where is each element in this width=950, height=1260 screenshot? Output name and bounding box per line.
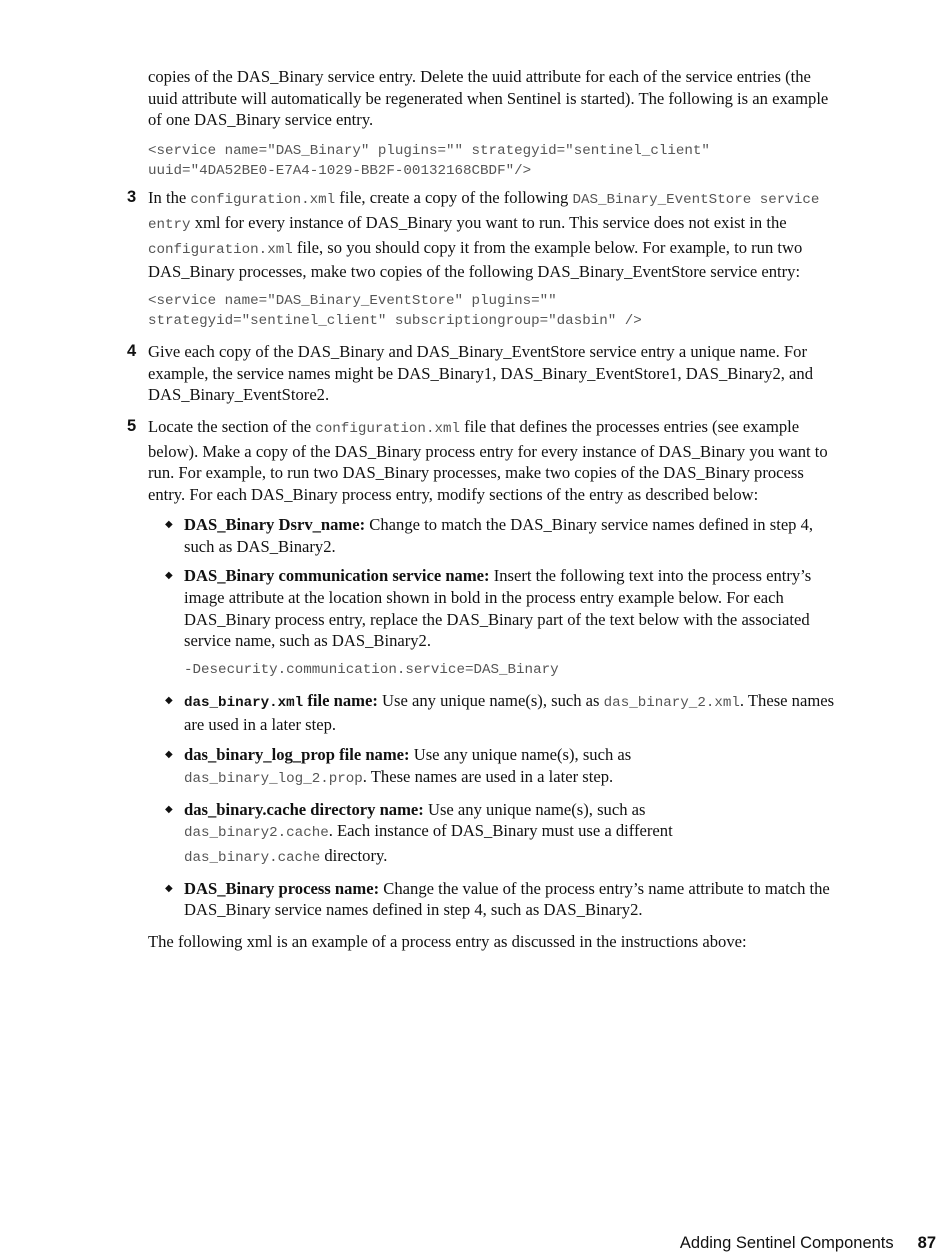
- code-line: strategyid="sentinel_client" subscriptiongroup="dasbin" />: [148, 312, 642, 329]
- list-item: [165, 744, 838, 790]
- inline-code: configuration.xml: [190, 192, 336, 209]
- inline-code: das_binary_2.xml: [603, 694, 740, 711]
- code-line: <service name="DAS_Binary_EventStore" plugins="": [148, 292, 557, 309]
- inline-code: configuration.xml: [148, 241, 293, 258]
- closing-paragraph: The following xml is an example of a process entry as discussed in the instructions above:: [148, 932, 747, 952]
- text-run: Locate the section of the: [148, 417, 316, 437]
- bullet-text: Use any unique name(s), such as: [409, 745, 632, 765]
- bullet-term: DAS_Binary process name:: [184, 878, 380, 898]
- list-item: [165, 514, 838, 557]
- bullet-term: DAS_Binary communication service name:: [184, 566, 490, 586]
- eventstore-code-example: [148, 291, 838, 331]
- list-item: [165, 878, 838, 921]
- step-number: 3: [127, 188, 137, 207]
- inline-code: das_binary2.cache: [184, 825, 329, 842]
- intro-paragraph: copies of the DAS_Binary service entry. Delete the uuid attribute for each of the service entries (the uuid attribute will automatically be regenerated when Sentinel is started). The following is an example of one DAS_Binary service entry.: [148, 67, 829, 130]
- bullet-text: . These names are used in a later step.: [362, 766, 614, 786]
- list-item: [165, 565, 838, 682]
- bullet-text: Insert the following text into the process entry’s image attribute at the location shown in bold in the process entry example below. For each DAS_Binary process entry, replace the DAS_Binary part of the text below with the associated service name, such as DAS_Binary2.: [184, 566, 812, 651]
- diamond-bullet-icon: ◆: [165, 570, 173, 582]
- text-run: file, so you should copy it from the example below. For example, to run two DAS_Binary processes, make two copies of the following DAS_Binary_EventStore service entry:: [148, 237, 803, 282]
- step-4: [127, 341, 838, 406]
- bullet-text: Change to match the DAS_Binary service names defined in step 4, such as DAS_Binary2.: [184, 514, 814, 556]
- modification-list: [148, 514, 838, 921]
- bullet-term: DAS_Binary Dsrv_name:: [184, 514, 366, 534]
- inline-code: configuration.xml: [315, 421, 461, 438]
- bullet-term: das_binary.cache directory name:: [184, 799, 424, 819]
- bullet-term-code: das_binary.xml: [184, 694, 304, 711]
- step-text: Give each copy of the DAS_Binary and DAS_Binary_EventStore service entry a unique name. For example, the service names might be DAS_Binary1, DAS_Binary_EventStore1, DAS_Binary2, and DAS_Binary_EventStore2.: [148, 341, 814, 405]
- bullet-text: Change the value of the process entry’s name attribute to match the DAS_Binary service names defined in step 4, such as DAS_Binary2.: [184, 878, 830, 920]
- diamond-bullet-icon: ◆: [165, 882, 173, 894]
- document-body: [127, 66, 838, 963]
- bullet-term: das_binary_log_prop file name:: [184, 745, 410, 765]
- text-run: file that defines the processes entries (see example below). Make a copy of the DAS_Binary process entry for every instance of DAS_Binary you want to run. For example, to run two DAS_Binary processes, make two copies of the DAS_Binary process entry. For each DAS_Binary process entry, modify sections of the entry as described below:: [148, 417, 828, 505]
- step-number: 4: [127, 341, 137, 360]
- inline-code: DAS_Binary_EventStore service entry: [148, 192, 820, 233]
- text-run: xml for every instance of DAS_Binary you want to run. This service does not exist in the: [190, 212, 787, 232]
- footer-section-title: Adding Sentinel Components: [679, 1234, 894, 1252]
- bullet-text: directory.: [320, 845, 388, 865]
- code-line: <service name="DAS_Binary" plugins="" strategyid="sentinel_client": [148, 143, 710, 160]
- code-line: uuid="4DA52BE0-E7A4-1029-BB2F-00132168CBDF"/>: [148, 163, 532, 180]
- step-5: [127, 416, 838, 921]
- bullet-text: Use any unique name(s), such as: [377, 690, 604, 710]
- page-number: 87: [917, 1234, 936, 1252]
- page-footer: [680, 1234, 936, 1253]
- step-text: [148, 187, 838, 283]
- diamond-bullet-icon: ◆: [165, 803, 173, 815]
- diamond-bullet-icon: ◆: [165, 749, 173, 761]
- inline-code: das_binary_log_2.prop: [184, 770, 363, 787]
- bullet-text: Use any unique name(s), such as: [423, 799, 646, 819]
- list-item: [165, 799, 838, 870]
- bullet-text: . Each instance of DAS_Binary must use a different: [328, 821, 673, 841]
- list-item: [165, 690, 838, 736]
- diamond-bullet-icon: ◆: [165, 694, 173, 706]
- step-number: 5: [127, 417, 137, 436]
- inline-code: das_binary.cache: [184, 849, 321, 866]
- step-3: [127, 187, 838, 331]
- bullet-text: . These names are used in a later step.: [184, 690, 835, 735]
- service-code-example: [148, 141, 838, 181]
- text-run: In the: [148, 188, 191, 208]
- text-run: file, create a copy of the following: [335, 188, 573, 208]
- security-code-example: -Desecurity.communication.service=DAS_Binary: [184, 662, 559, 679]
- bullet-term: file name:: [303, 690, 378, 710]
- step-text: [148, 416, 838, 506]
- diamond-bullet-icon: ◆: [165, 518, 173, 530]
